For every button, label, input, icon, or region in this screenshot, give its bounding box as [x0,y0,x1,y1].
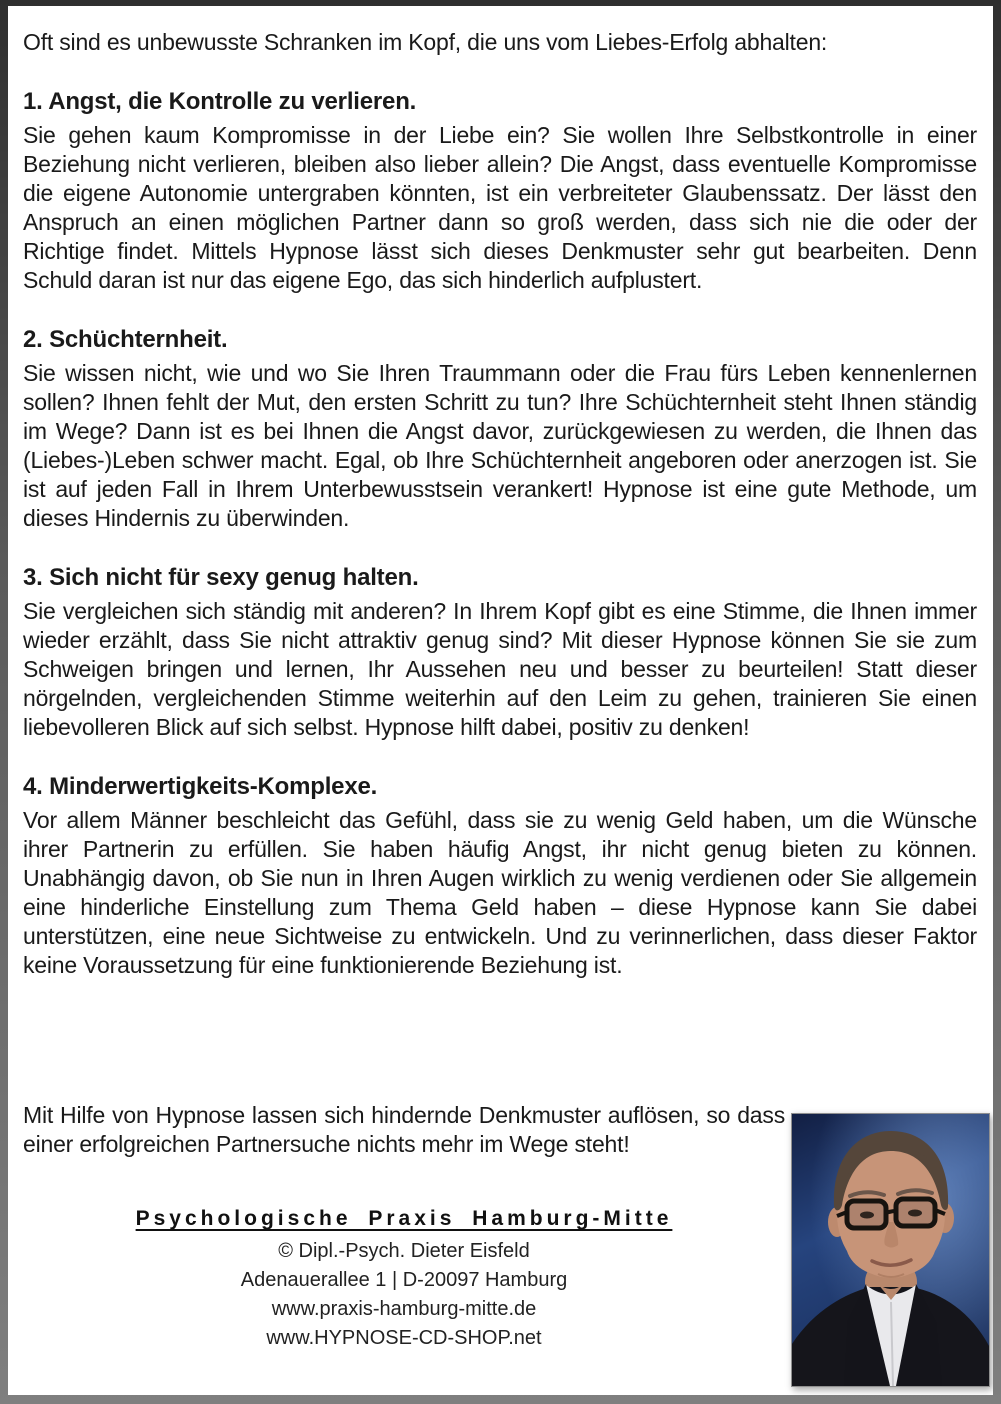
intro-paragraph: Oft sind es unbewusste Schranken im Kopf, die uns vom Liebes-Erfolg abhalten: [23,29,828,55]
section-inferiority-complex [23,772,977,980]
portrait-photo-image [792,1114,989,1386]
document-page [8,6,993,1395]
copyright-line: © Dipl.-Psych. Dieter Eisfeld [278,1240,530,1262]
closing-paragraph: Mit Hilfe von Hypnose lassen sich hindernde Denkmuster auflösen, so dass einer erfolgreichen Partnersuche nichts mehr im Wege steht! [23,1102,785,1157]
section-3-paragraph: Sie vergleichen sich ständig mit anderen? In Ihrem Kopf gibt es eine Stimme, die Ihnen immer wieder erzählt, dass Sie nicht attraktiv genug sind? Mit dieser Hypnose können Sie sie zum Schweigen bringen und lernen, Ihr Aussehen neu und besser zu beurteilen! Statt dieser nörgelnden, vergleichenden Stimme weiterhin auf den Leim zu gehen, trainieren Sie einen liebevolleren Blick auf sich selbst. Hypnose hilft dabei, positiv zu denken! [23,598,977,740]
section-3-heading: 3. Sich nicht für sexy genug halten. [23,564,419,591]
section-1-paragraph: Sie gehen kaum Kompromisse in der Liebe ein? Sie wollen Ihre Selbstkontrolle in einer Beziehung nicht verlieren, bleiben also lieber allein? Die Angst, dass eventuelle Kompromisse die eigene Autonomie untergraben könnten, ist ein verbreiteter Glaubenssatz. Der lässt den Anspruch an einen möglichen Partner dann so groß werden, dass sich nie die oder der Richtige findet. Mittels Hypnose lässt sich dieses Denkmuster sehr gut bearbeiten. Denn Schuld daran ist nur das eigene Ego, das sich hinderlich aufplustert. [23,122,977,293]
section-4-heading: 4. Minderwertigkeits-Komplexe. [23,773,378,800]
footer-contact-block [23,1207,785,1353]
website-praxis-line: www.praxis-hamburg-mitte.de [271,1298,537,1320]
portrait-photo-dieter-eisfeld [791,1113,990,1387]
section-2-paragraph: Sie wissen nicht, wie und wo Sie Ihren Traummann oder die Frau fürs Leben kennenlernen sollen? Ihnen fehlt der Mut, den ersten Schritt zu tun? Ihre Schüchternheit steht Ihnen ständig im Wege? Dann ist es bei Ihnen die Angst davor, zurückgewiesen zu werden, die Ihnen das (Liebes-)Leben schwer macht. Egal, ob Ihre Schüchternheit angeboren oder anerzogen ist. Sie ist auf jeden Fall in Ihrem Unterbewusstsein verankert! Hypnose ist eine gute Methode, um dieses Hindernis zu überwinden. [23,360,977,531]
section-4-paragraph: Vor allem Männer beschleicht das Gefühl, dass sie zu wenig Geld haben, um die Wünsche ihrer Partnerin zu erfüllen. Sie haben häufig Angst, ihr nicht genug bieten zu können. Unabhängig davon, ob Sie nun in Ihren Augen wirklich zu wenig verdienen oder Sie allgemein eine hinderliche Einstellung zum Thema Geld haben – diese Hypnose kann Sie dabei unterstützen, eine neue Sichtweise zu entwickeln. Und zu verinnerlichen, dass dieser Faktor keine Voraussetzung für eine funktionierende Beziehung ist. [23,807,977,978]
section-1-heading: 1. Angst, die Kontrolle zu verlieren. [23,88,417,115]
section-not-sexy-enough [23,563,977,742]
vertical-spacer [23,980,977,1073]
section-2-heading: 2. Schüchternheit. [23,326,228,353]
section-fear-of-losing-control [23,87,977,295]
address-line: Adenauerallee 1 | D-20097 Hamburg [240,1269,568,1291]
section-shyness [23,325,977,533]
website-shop-line: www.HYPNOSE-CD-SHOP.net [266,1327,542,1349]
practice-name: Psychologische Praxis Hamburg-Mitte [135,1207,673,1230]
